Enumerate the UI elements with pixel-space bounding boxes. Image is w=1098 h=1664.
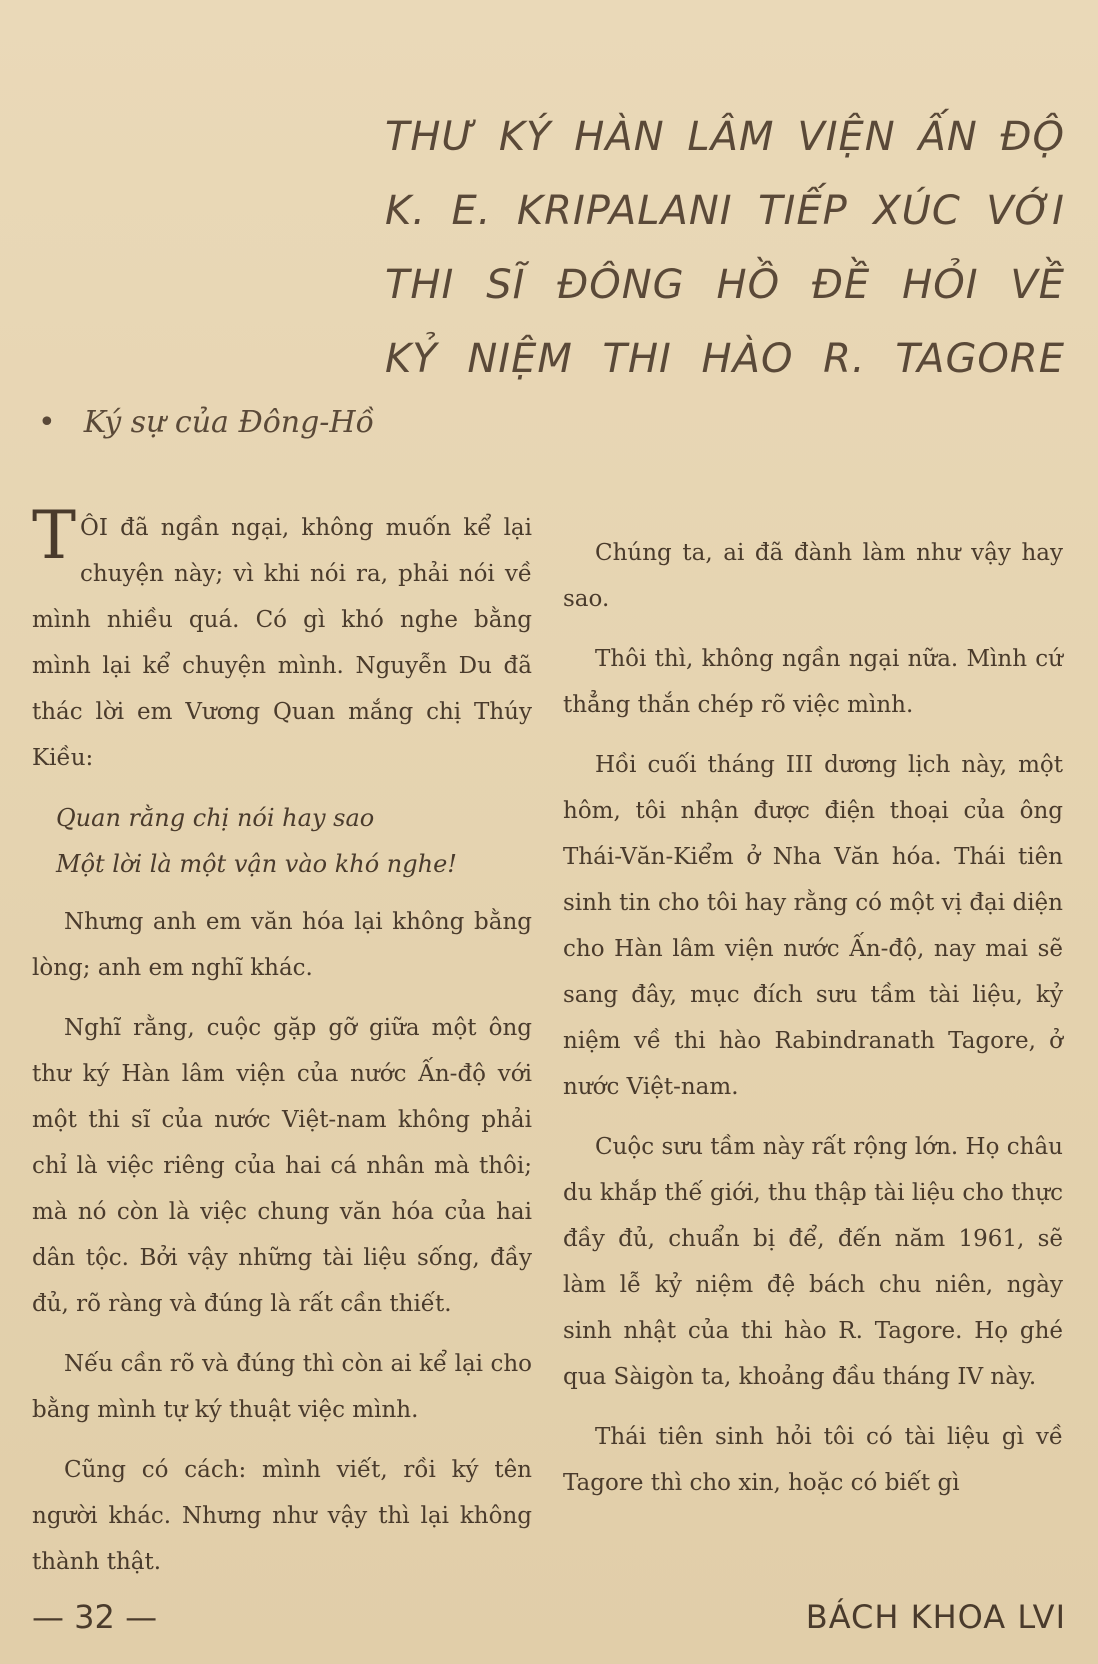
paragraph: Nếu cần rõ và đúng thì còn ai kể lại cho bằng mình tự ký thuật việc mình. xyxy=(32,1351,532,1423)
byline xyxy=(38,405,374,440)
title-word: THI xyxy=(602,336,672,382)
title-word: ĐÔNG xyxy=(557,262,685,308)
title-word: VỚI xyxy=(986,188,1065,234)
title-word: K. xyxy=(385,188,426,234)
poem-line: Quan rằng chị nói hay sao xyxy=(56,804,375,832)
paragraph: Nghĩ rằng, cuộc gặp gỡ giữa một ông thư ký Hàn lâm viện của nước Ấn-độ với một thi sĩ của nước Việt-nam không phải chỉ là việc riêng của hai cá nhân mà thôi; mà nó còn là việc chung văn hóa của hai dân tộc. Bởi vậy những tài liệu sống, đầy đủ, rõ ràng và đúng là rất cần thiết. xyxy=(32,1015,532,1317)
article-title xyxy=(385,100,1065,396)
title-line-4 xyxy=(385,322,1065,396)
title-word: HÀO xyxy=(701,336,794,382)
title-line-3 xyxy=(385,248,1065,322)
paragraph: Thôi thì, không ngần ngại nữa. Mình cứ thẳng thắn chép rõ việc mình. xyxy=(563,646,1063,718)
title-word: SĨ xyxy=(486,262,526,308)
title-word: KỶ xyxy=(385,336,438,382)
magazine-name: BÁCH KHOA LVI xyxy=(805,1598,1066,1636)
title-word: HỒ xyxy=(716,262,781,308)
title-word: TIẾP xyxy=(758,188,848,234)
title-word: XÚC xyxy=(873,188,961,234)
title-word: R. xyxy=(823,336,866,382)
title-word: HÀN xyxy=(574,114,665,160)
paragraph: Chúng ta, ai đã đành làm như vậy hay sao. xyxy=(563,540,1063,612)
paragraph xyxy=(32,497,532,781)
title-word: ẤN xyxy=(918,114,978,160)
right-column xyxy=(563,530,1063,1520)
title-word: VỀ xyxy=(1010,262,1065,308)
poem-line: Một lời là một vận vào khó nghe! xyxy=(56,850,457,878)
title-word: KÝ xyxy=(498,114,552,160)
title-word: HỎI xyxy=(902,262,979,308)
page-number: — 32 — xyxy=(32,1598,158,1636)
paragraph-text: ÔI đã ngần ngại, không muốn kể lại chuyện này; vì khi nói ra, phải nói về mình nhiều quá. Có gì khó nghe bằng mình lại kể chuyện mình. Nguyễn Du đã thác lời em Vương Quan mắng chị Thúy Kiều: xyxy=(32,515,532,771)
title-line-2 xyxy=(385,174,1065,248)
drop-cap: T xyxy=(32,497,77,574)
title-word: TAGORE xyxy=(895,336,1065,382)
paragraph: Cũng có cách: mình viết, rồi ký tên người khác. Nhưng như vậy thì lại không thành thật. xyxy=(32,1457,532,1575)
bullet-icon: • xyxy=(38,405,56,440)
title-word: ĐỀ xyxy=(811,262,871,308)
title-word: THƯ xyxy=(385,114,477,160)
paragraph: Nhưng anh em văn hóa lại không bằng lòng; anh em nghĩ khác. xyxy=(32,909,532,981)
poem-quote xyxy=(56,795,532,887)
paragraph: Cuộc sưu tầm này rất rộng lớn. Họ châu du khắp thế giới, thu thập tài liệu cho thực đầy đủ, chuẩn bị để, đến năm 1961, sẽ làm lễ kỷ niệm đệ bách chu niên, ngày sinh nhật của thi hào R. Tagore. Họ ghé qua Sàigòn ta, khoảng đầu tháng IV này. xyxy=(563,1134,1063,1390)
paragraph: Thái tiên sinh hỏi tôi có tài liệu gì về Tagore thì cho xin, hoặc có biết gì xyxy=(563,1424,1063,1496)
title-word: ĐỘ xyxy=(1000,114,1065,160)
title-word: VIỆN xyxy=(797,114,896,160)
byline-text: Ký sự của Đông-Hồ xyxy=(83,405,374,440)
paragraph: Hồi cuối tháng III dương lịch này, một hôm, tôi nhận được điện thoại của ông Thái-Văn-Kiểm ở Nha Văn hóa. Thái tiên sinh tin cho tôi hay rằng có một vị đại diện cho Hàn lâm viện nước Ấn-độ, nay mai sẽ sang đây, mục đích sưu tầm tài liệu, kỷ niệm về thi hào Rabindranath Tagore, ở nước Việt-nam. xyxy=(563,752,1063,1100)
title-word: KRIPALANI xyxy=(516,188,733,234)
title-line-1 xyxy=(385,100,1065,174)
title-word: NIỆM xyxy=(467,336,573,382)
title-word: THI xyxy=(385,262,455,308)
title-word: E. xyxy=(451,188,492,234)
title-word: LÂM xyxy=(687,114,775,160)
left-column xyxy=(32,497,532,1599)
